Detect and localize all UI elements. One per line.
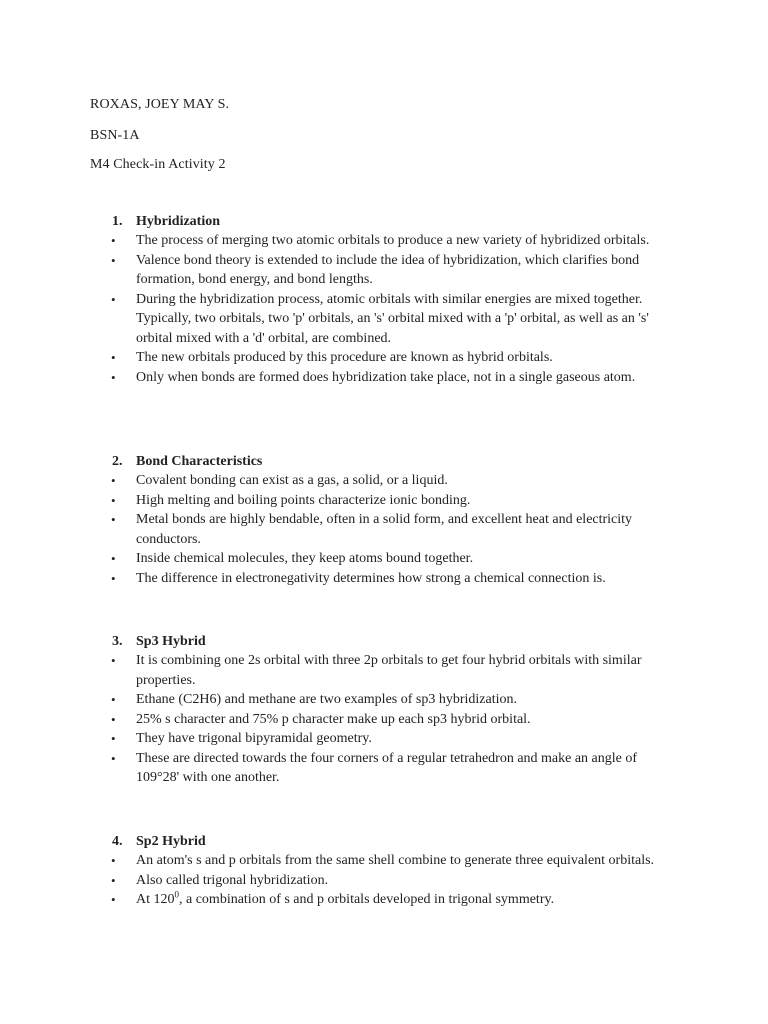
bullet-icon: • — [111, 369, 116, 385]
section-title: Bond Characteristics — [136, 454, 263, 469]
section-hybridization — [0, 212, 768, 387]
list-item: • 25% s character and 75% p character make up each sp3 hybrid orbital. — [0, 710, 676, 730]
section-title: Sp2 Hybrid — [136, 834, 206, 849]
course-section: BSN-1A — [90, 128, 140, 143]
activity-title: M4 Check-in Activity 2 — [90, 157, 226, 172]
section-sp2-hybrid — [0, 832, 768, 910]
bullet-icon: • — [111, 570, 116, 586]
section-heading — [0, 632, 768, 651]
angle-text-before: At 120 — [136, 892, 175, 907]
bullet-icon: • — [111, 853, 116, 868]
list-item: • These are directed towards the four corners of a regular tetrahedron and make an angle of 109°28' with one another. — [111, 750, 638, 785]
bullet-icon: • — [111, 492, 116, 508]
bullet-icon: • — [111, 233, 116, 248]
list-item: • The new orbitals produced by this procedure are known as hybrid orbitals. — [0, 348, 676, 368]
list-item: • The difference in electronegativity determines how strong a chemical connection is. — [0, 569, 676, 589]
bullet-icon: • — [111, 551, 116, 566]
bullet-icon: • — [111, 350, 116, 365]
section-heading — [0, 212, 768, 231]
bullet-icon: • — [111, 512, 116, 527]
section-heading — [0, 832, 768, 851]
bullet-icon: • — [111, 711, 116, 727]
angle-text-after: , a combination of s and p orbitals developed in trigonal symmetry. — [179, 892, 555, 907]
list-item: • During the hybridization process, atomic orbitals with similar energies are mixed together. Typically, two orbitals, two 'p' orbitals, an 's' orbital mixed with a 'p' orbital, as well as an 's' orbital mixed with a 'd' orbital, are combined. — [111, 291, 649, 346]
list-item — [0, 890, 676, 910]
bullet-icon: • — [111, 291, 116, 307]
bullet-icon: • — [111, 252, 116, 268]
section-title: Hybridization — [136, 214, 221, 229]
section-heading — [0, 452, 768, 471]
list-item: • An atom's s and p orbitals from the same shell combine to generate three equivalent orbitals. — [0, 851, 676, 871]
list-item: • They have trigonal bipyramidal geometry. — [0, 729, 676, 749]
bullet-icon: • — [111, 750, 116, 766]
list-item: • Only when bonds are formed does hybridization take place, not in a single gaseous atom. — [0, 368, 676, 388]
bullet-icon: • — [111, 892, 116, 907]
bullet-icon: • — [111, 473, 116, 488]
list-item: • High melting and boiling points characterize ionic bonding. — [0, 491, 676, 511]
list-item: • Ethane (C2H6) and methane are two examples of sp3 hybridization. — [0, 690, 676, 710]
list-item: • Covalent bonding can exist as a gas, a solid, or a liquid. — [0, 471, 676, 491]
section-number: 2. — [112, 454, 123, 469]
bullet-icon: • — [111, 872, 116, 888]
section-title: Sp3 Hybrid — [136, 634, 206, 649]
section-number: 1. — [112, 214, 123, 229]
section-sp3-hybrid — [0, 632, 768, 788]
list-item: • It is combining one 2s orbital with three 2p orbitals to get four hybrid orbitals with similar properties. — [111, 653, 642, 688]
section-bond-characteristics — [0, 452, 768, 588]
section-number: 3. — [112, 634, 123, 649]
bullet-icon: • — [111, 653, 116, 668]
degree-superscript: 0 — [174, 889, 179, 900]
section-number: 4. — [112, 834, 123, 849]
student-name: ROXAS, JOEY MAY S. — [90, 97, 230, 112]
list-item: • Also called trigonal hybridization. — [0, 871, 676, 891]
bullet-icon: • — [111, 692, 116, 707]
list-item: • The process of merging two atomic orbitals to produce a new variety of hybridized orbitals. — [0, 231, 676, 251]
list-item: • Inside chemical molecules, they keep atoms bound together. — [0, 549, 676, 569]
bullet-icon: • — [111, 731, 116, 746]
list-item: • Valence bond theory is extended to include the idea of hybridization, which clarifies bond formation, bond energy, and bond lengths. — [111, 252, 640, 287]
list-item: • Metal bonds are highly bendable, often in a solid form, and excellent heat and electricity conductors. — [111, 512, 633, 547]
